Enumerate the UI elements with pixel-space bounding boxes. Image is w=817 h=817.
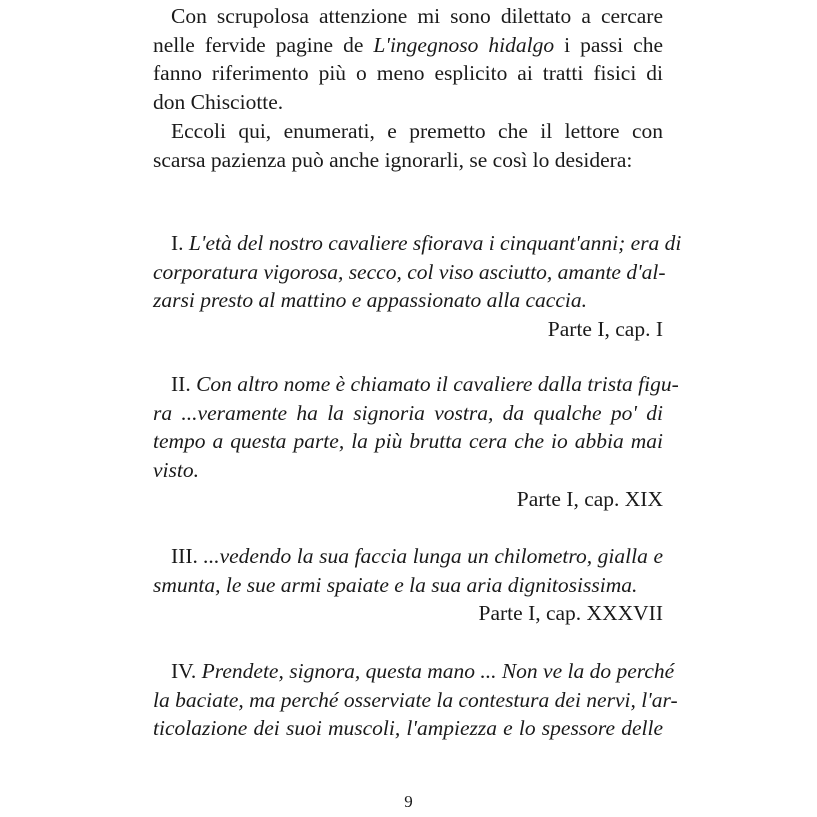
page-number: 9: [404, 792, 413, 811]
quote-4-text-1: Prendete, signora, questa mano ... Non ve la do perché: [201, 659, 675, 683]
quote-4: [153, 657, 678, 743]
quote-4-numeral: IV.: [171, 659, 197, 683]
intro-p1-line-2-pre: nelle fervide pagine de: [153, 32, 374, 57]
quote-1-line-2: corporatura vigorosa, secco, col viso asciutto, amante d'al-: [153, 259, 666, 284]
quote-2-line-4: visto.: [153, 458, 199, 483]
quote-2-line-1: [153, 370, 679, 399]
quote-3-line-2: smunta, le sue armi spaiate e la sua aria dignitosissima.: [153, 572, 638, 597]
quote-3: [153, 542, 663, 628]
book-title: L'ingegnoso hidalgo: [373, 32, 555, 57]
intro-p1-line-4: don Chisciotte.: [153, 90, 284, 115]
intro-paragraph-1: [153, 2, 663, 117]
quote-1-reference: Parte I, cap. I: [547, 317, 663, 342]
quote-2: [153, 370, 679, 514]
quote-1-numeral: I.: [171, 231, 184, 255]
quote-2-reference: Parte I, cap. XIX: [516, 486, 663, 511]
quote-4-line-2: la baciate, ma perché osserviate la contestura dei nervi, l'ar-: [153, 687, 678, 712]
intro-p2-line-1: Eccoli qui, enumerati, e premetto che il lettore con: [171, 119, 663, 143]
quote-3-reference: Parte I, cap. XXXVII: [478, 601, 663, 626]
quote-2-text-1: Con altro nome è chiamato il cavaliere dalla trista figu-: [196, 372, 679, 396]
quote-1: [153, 229, 682, 344]
quote-4-line-3: ticolazione dei suoi muscoli, l'ampiezza e lo spessore delle: [153, 716, 663, 741]
quote-1-line-1: [153, 229, 682, 258]
intro-p1-line-1: Con scrupolosa attenzione mi sono dilettato a cercare: [171, 4, 663, 28]
intro-p1-line-3: fanno riferimento più o meno esplicito ai tratti fisici di: [153, 61, 663, 86]
quote-4-line-1: [153, 657, 675, 686]
quote-3-text-1: ...vedendo la sua faccia lunga un chilometro, gialla e: [203, 544, 663, 568]
quote-3-numeral: III.: [171, 544, 198, 568]
quote-2-numeral: II.: [171, 372, 191, 396]
intro-p1-line-2-post: i passi che: [554, 32, 663, 57]
quote-2-line-3: tempo a questa parte, la più brutta cera che io abbia mai: [153, 429, 663, 454]
intro-p1-line-2: [153, 31, 663, 60]
quote-2-line-2: ra ...veramente ha la signoria vostra, da qualche po' di: [153, 400, 663, 425]
intro-p2-line-2: scarsa pazienza può anche ignorarli, se così lo desidera:: [153, 147, 633, 172]
quote-3-line-1: [153, 542, 663, 571]
intro-paragraph-2: [153, 117, 663, 174]
quote-1-text-1: L'età del nostro cavaliere sfiorava i cinquant'anni; era di: [188, 231, 682, 255]
quote-1-line-3: zarsi presto al mattino e appassionato alla caccia.: [153, 288, 587, 313]
